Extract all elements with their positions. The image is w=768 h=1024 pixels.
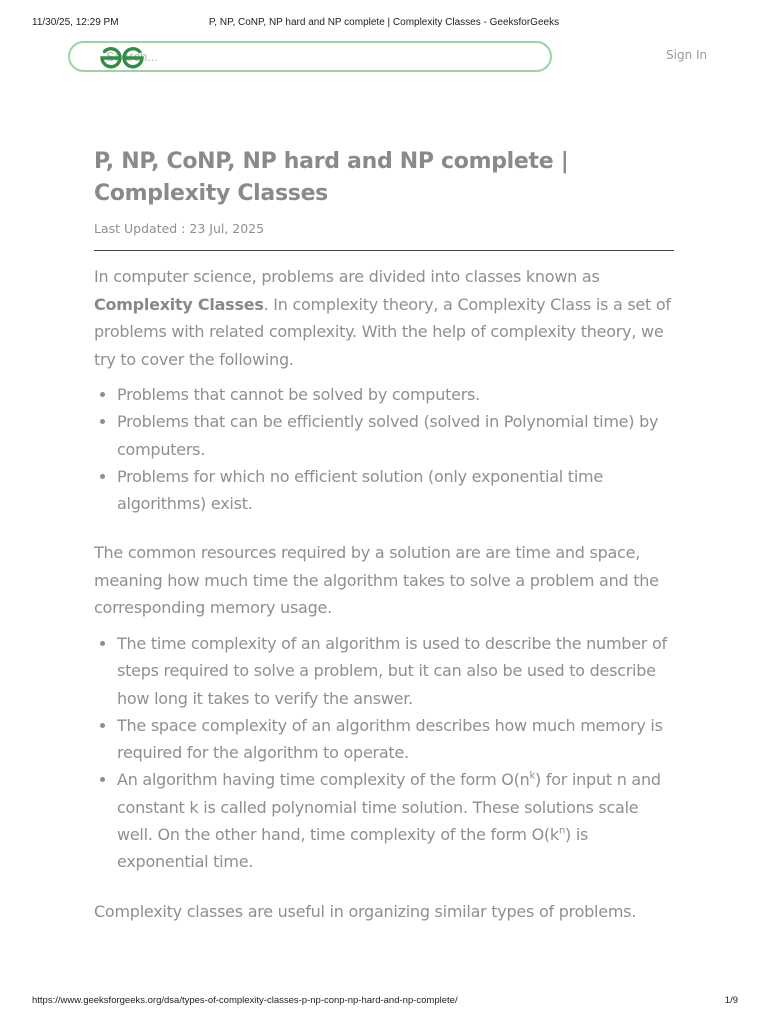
print-datetime: 11/30/25, 12:29 PM (32, 17, 119, 28)
closing-paragraph: Complexity classes are useful in organizing similar types of problems. (94, 901, 637, 921)
intro-text-start: In computer science, problems are divided into classes known as (94, 267, 600, 286)
complexity-classes-term: Complexity Classes (94, 294, 264, 314)
intro-text-end: . In complexity theory, a Complexity Class is a set of problems with related complexity. With the help of complexity theory, we try to cover the following. (94, 294, 671, 369)
divider (94, 250, 674, 251)
text-segment: ) for input n and constant k is called polynomial time solution. These solutions scale well. On the other hand, time complexity of the form O(k (117, 770, 661, 845)
print-page-title: P, NP, CoNP, NP hard and NP complete | Complexity Classes - GeeksforGeeks (208, 17, 560, 28)
list-item: • Problems that can be efficiently solved (solved in Polynomial time) by computers. (117, 408, 674, 463)
search-placeholder: Search... (106, 49, 159, 64)
superscript: k (529, 771, 536, 783)
resources-paragraph: The common resources required by a solution are are time and space, meaning how much time the algorithm takes to solve a problem and the corresponding memory usage. (94, 543, 659, 618)
text-segment: ) is exponential time. (117, 825, 589, 872)
intro-paragraph (94, 263, 674, 373)
list-item: • Problems for which no efficient solution (only exponential time algorithms) exist. (117, 463, 674, 518)
print-footer (0, 995, 768, 1009)
print-header (0, 17, 768, 31)
complexity-list (94, 630, 674, 876)
list-item: • Problems that cannot be solved by computers. (117, 381, 674, 408)
text-segment: An algorithm having time complexity of the form O(n (117, 770, 530, 790)
page-url: https://www.geeksforgeeks.org/dsa/types-of-complexity-classes-p-np-conp-np-hard-and-np-complete/ (32, 995, 458, 1006)
article (94, 146, 674, 925)
sign-in-link[interactable]: Sign In (666, 48, 708, 62)
gfg-logo-icon[interactable] (98, 45, 146, 71)
superscript: n (558, 825, 566, 837)
last-updated: Last Updated : 23 Jul, 2025 (94, 221, 265, 236)
problem-types-list (94, 381, 674, 517)
page-title: P, NP, CoNP, NP hard and NP complete | Complexity Classes (94, 149, 569, 206)
list-item (117, 766, 674, 875)
list-item: • The space complexity of an algorithm describes how much memory is required for the algorithm to operate. (117, 712, 674, 767)
list-item: • The time complexity of an algorithm is used to describe the number of steps required to solve a problem, but it can also be used to describe how long it takes to verify the answer. (117, 630, 674, 712)
page-number: 1/9 (724, 995, 738, 1006)
